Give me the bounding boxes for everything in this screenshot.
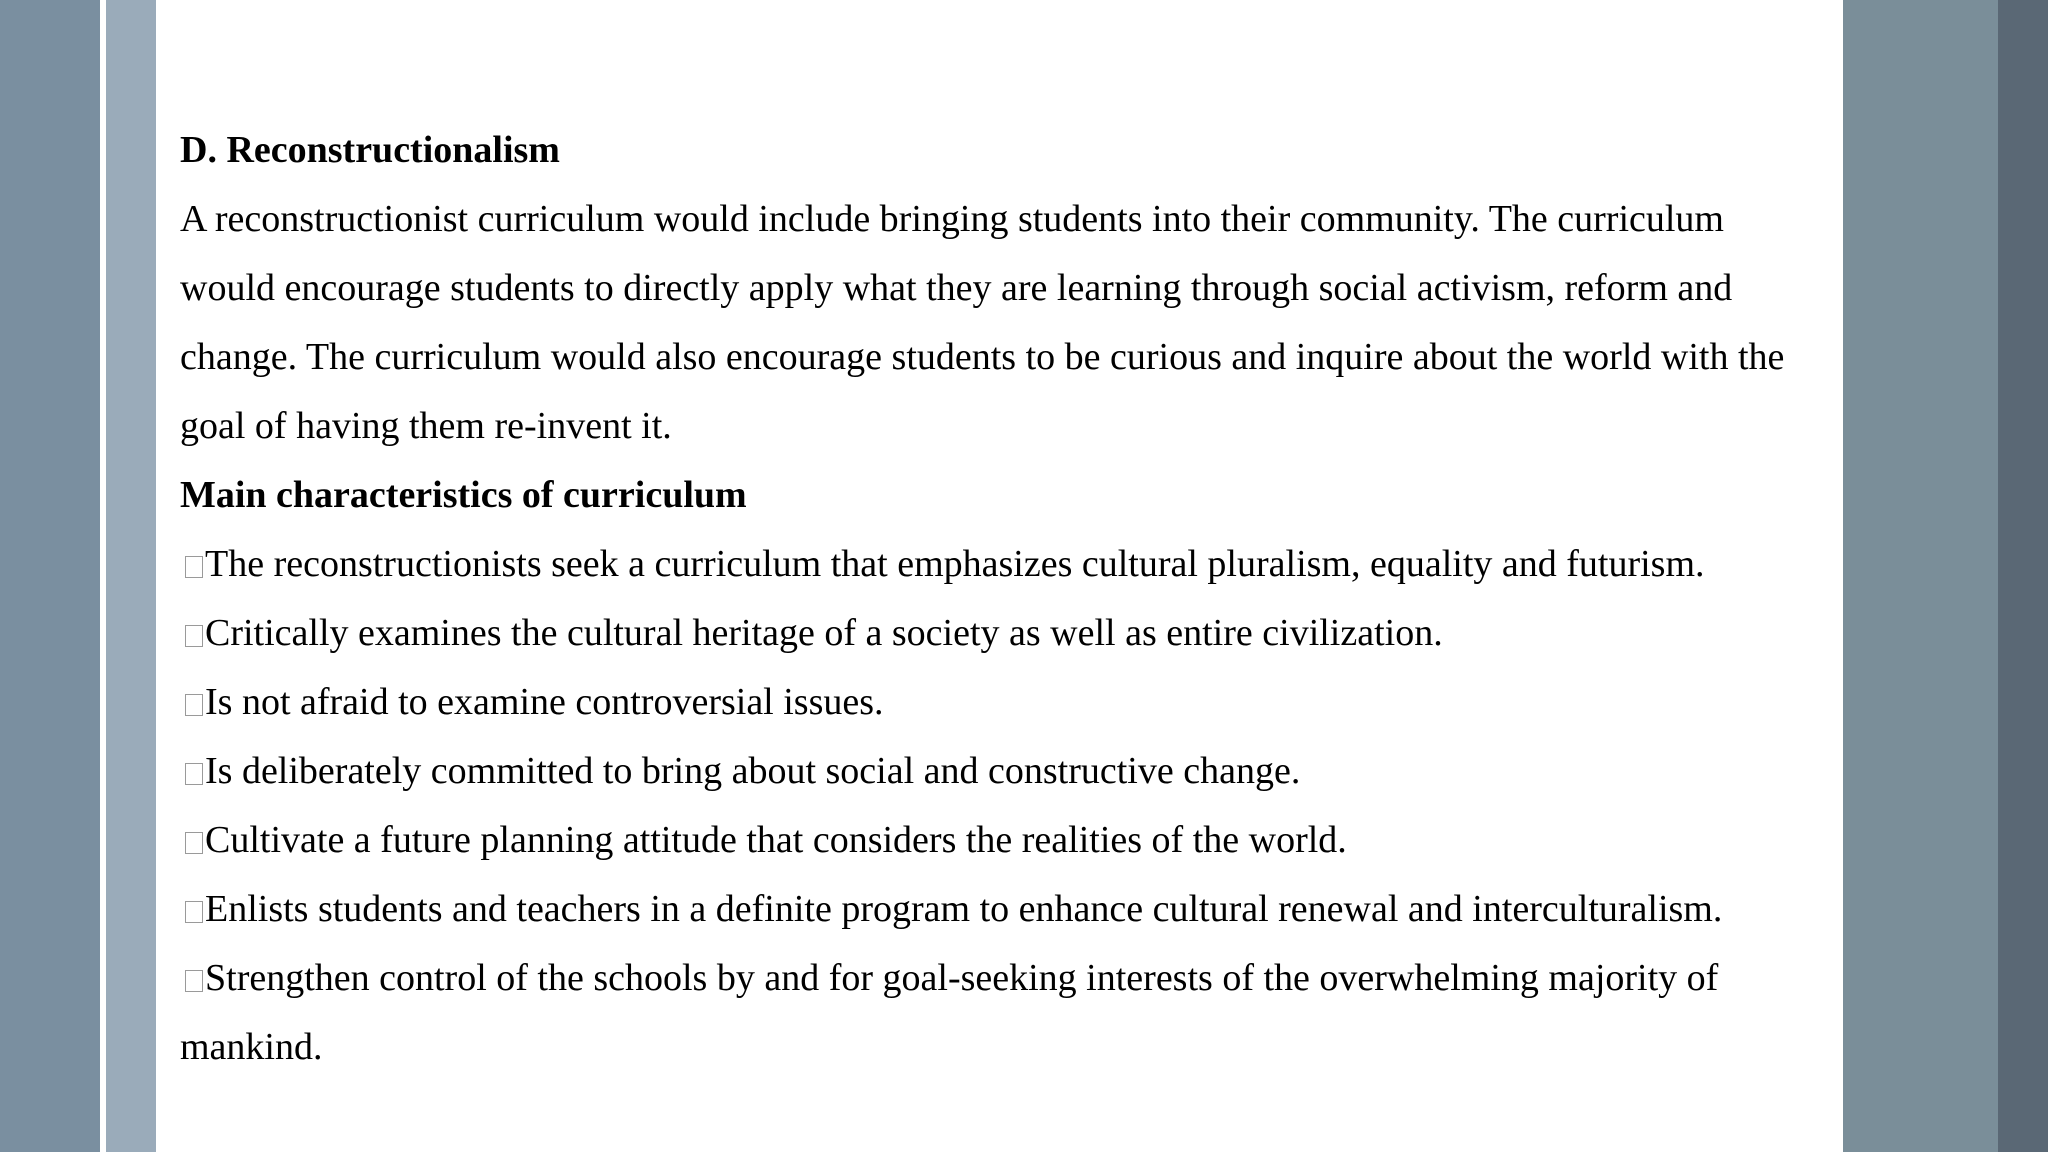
list-item-text: Is not afraid to examine controversial issues. bbox=[205, 681, 884, 723]
left-inner-decorative-band bbox=[106, 0, 156, 1152]
slide-content bbox=[180, 116, 1820, 1082]
section-heading: D. Reconstructionalism bbox=[180, 129, 560, 171]
right-inner-decorative-band bbox=[1843, 0, 1998, 1152]
list-item-text: Cultivate a future planning attitude that considers the realities of the world. bbox=[205, 819, 1347, 861]
missing-glyph-box-icon bbox=[185, 556, 203, 578]
list-item-text: Is deliberately committed to bring about social and constructive change. bbox=[205, 750, 1301, 792]
missing-glyph-box-icon bbox=[185, 694, 203, 716]
list-item-text: The reconstructionists seek a curriculum that emphasizes cultural pluralism, equality and futurism. bbox=[205, 543, 1705, 585]
characteristics-list bbox=[180, 530, 1820, 1082]
list-item-text: Critically examines the cultural heritage of a society as well as entire civilization. bbox=[205, 612, 1443, 654]
missing-glyph-box-icon bbox=[185, 625, 203, 647]
list-item bbox=[180, 875, 1820, 944]
missing-glyph-box-icon bbox=[185, 970, 203, 992]
missing-glyph-box-icon bbox=[185, 763, 203, 785]
intro-paragraph: A reconstructionist curriculum would include bringing students into their community. The curriculum would encourage students to directly apply what they are learning through social activism, reform and change. The curriculum would also encourage students to be curious and inquire about the world with the goal of having them re-invent it. bbox=[180, 198, 1785, 447]
left-outer-decorative-band bbox=[0, 0, 100, 1152]
list-item bbox=[180, 668, 1820, 737]
list-item-text: Strengthen control of the schools by and for goal-seeking interests of the overwhelming majority of mankind. bbox=[180, 957, 1719, 1068]
right-outer-decorative-band bbox=[1998, 0, 2048, 1152]
missing-glyph-box-icon bbox=[185, 832, 203, 854]
list-item-text: Enlists students and teachers in a definite program to enhance cultural renewal and interculturalism. bbox=[205, 888, 1723, 930]
list-item bbox=[180, 599, 1820, 668]
list-item bbox=[180, 530, 1820, 599]
missing-glyph-box-icon bbox=[185, 901, 203, 923]
list-item bbox=[180, 806, 1820, 875]
list-item bbox=[180, 944, 1820, 1082]
characteristics-subheading: Main characteristics of curriculum bbox=[180, 474, 747, 516]
list-item bbox=[180, 737, 1820, 806]
